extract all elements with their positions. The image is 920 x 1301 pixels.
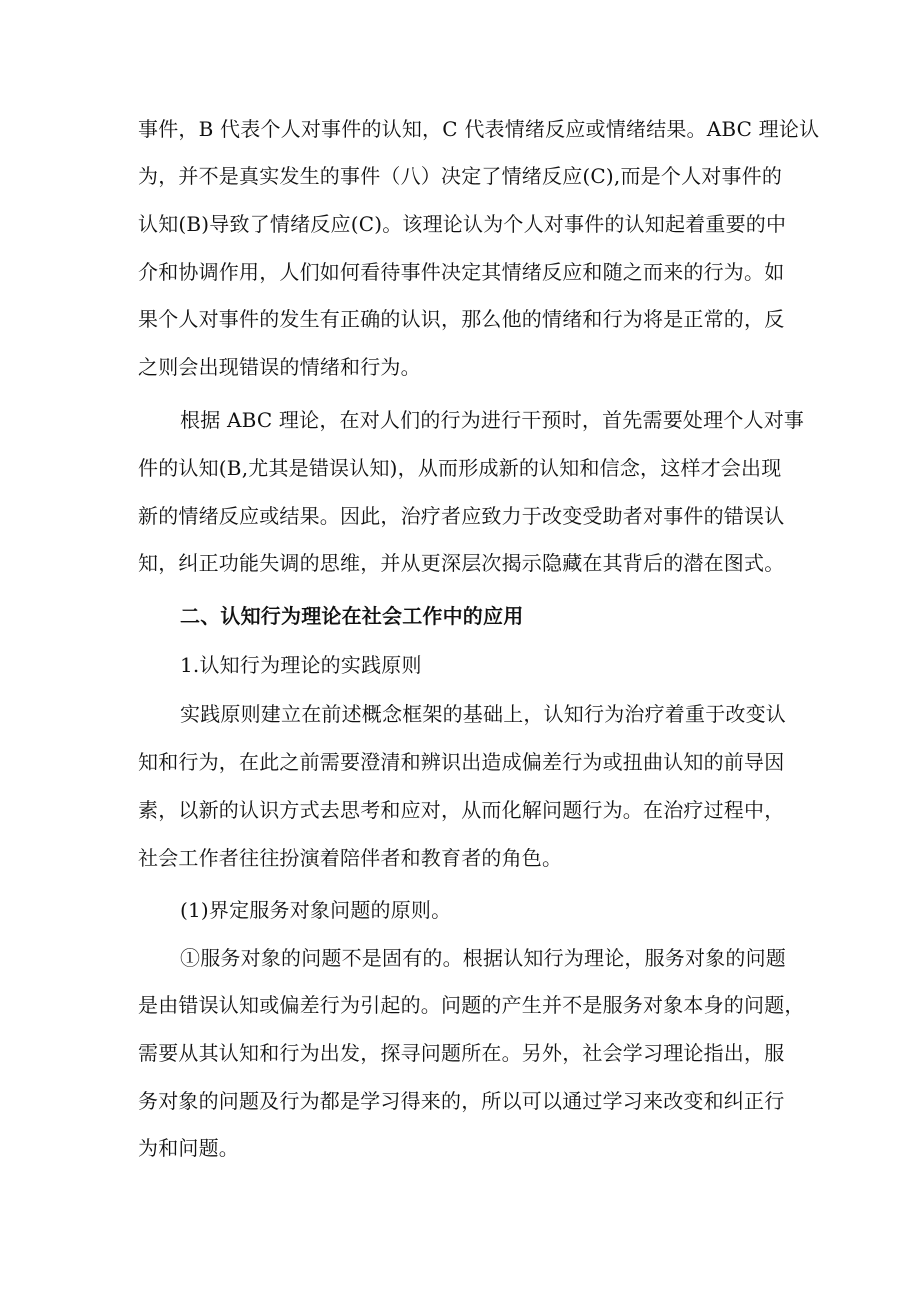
paragraph-line: 果个人对事件的发生有正确的认识，那么他的情绪和行为将是正常的，反: [138, 307, 785, 331]
paragraph-line: 素，以新的认识方式去思考和应对，从而化解问题行为。在治疗过程中，: [138, 798, 785, 822]
paragraph-line: 实践原则建立在前述概念框架的基础上，认知行为治疗着重于改变认: [180, 702, 786, 726]
paragraph-line: 务对象的问题及行为都是学习得来的，所以可以通过学习来改变和纠正行: [138, 1089, 785, 1113]
paragraph-line: 需要从其认知和行为出发，探寻问题所在。另外，社会学习理论指出，服: [138, 1041, 785, 1065]
paragraph-line: 知和行为，在此之前需要澄清和辨识出造成偏差行为或扭曲认知的前导因: [138, 750, 785, 774]
subsection-heading: 1.认知行为理论的实践原则: [180, 653, 422, 677]
paragraph-line: ①服务对象的问题不是固有的。根据认知行为理论，服务对象的问题: [180, 946, 786, 970]
paragraph-line: 事件，B 代表个人对事件的认知，C 代表情绪反应或情绪结果。ABC 理论认: [138, 117, 820, 141]
paragraph-line: 是由错误认知或偏差行为引起的。问题的产生并不是服务对象本身的问题，: [138, 993, 805, 1017]
paragraph-line: 介和协调作用，人们如何看待事件决定其情绪反应和随之而来的行为。如: [138, 260, 785, 284]
paragraph-line: 知，纠正功能失调的思维，并从更深层次揭示隐藏在其背后的潜在图式。: [138, 551, 785, 575]
paragraph-line: 社会工作者往往扮演着陪伴者和教育者的角色。: [138, 846, 563, 870]
list-item-heading: (1)界定服务对象问题的原则。: [180, 898, 452, 922]
paragraph-line: 为，并不是真实发生的事件（八）决定了情绪反应(C),而是个人对事件的: [138, 164, 783, 188]
paragraph-line: 根据 ABC 理论，在对人们的行为进行干预时，首先需要处理个人对事: [180, 408, 805, 432]
section-heading: 二、认知行为理论在社会工作中的应用: [180, 604, 524, 628]
paragraph-line: 新的情绪反应或结果。因此，治疗者应致力于改变受助者对事件的错误认: [138, 504, 785, 528]
paragraph-line: 之则会出现错误的情绪和行为。: [138, 355, 421, 379]
paragraph-line: 为和问题。: [138, 1136, 239, 1160]
paragraph-line: 件的认知(B,尤其是错误认知)，从而形成新的认知和信念，这样才会出现: [138, 456, 782, 480]
paragraph-line: 认知(B)导致了情绪反应(C)。该理论认为个人对事件的认知起着重要的中: [138, 212, 787, 236]
